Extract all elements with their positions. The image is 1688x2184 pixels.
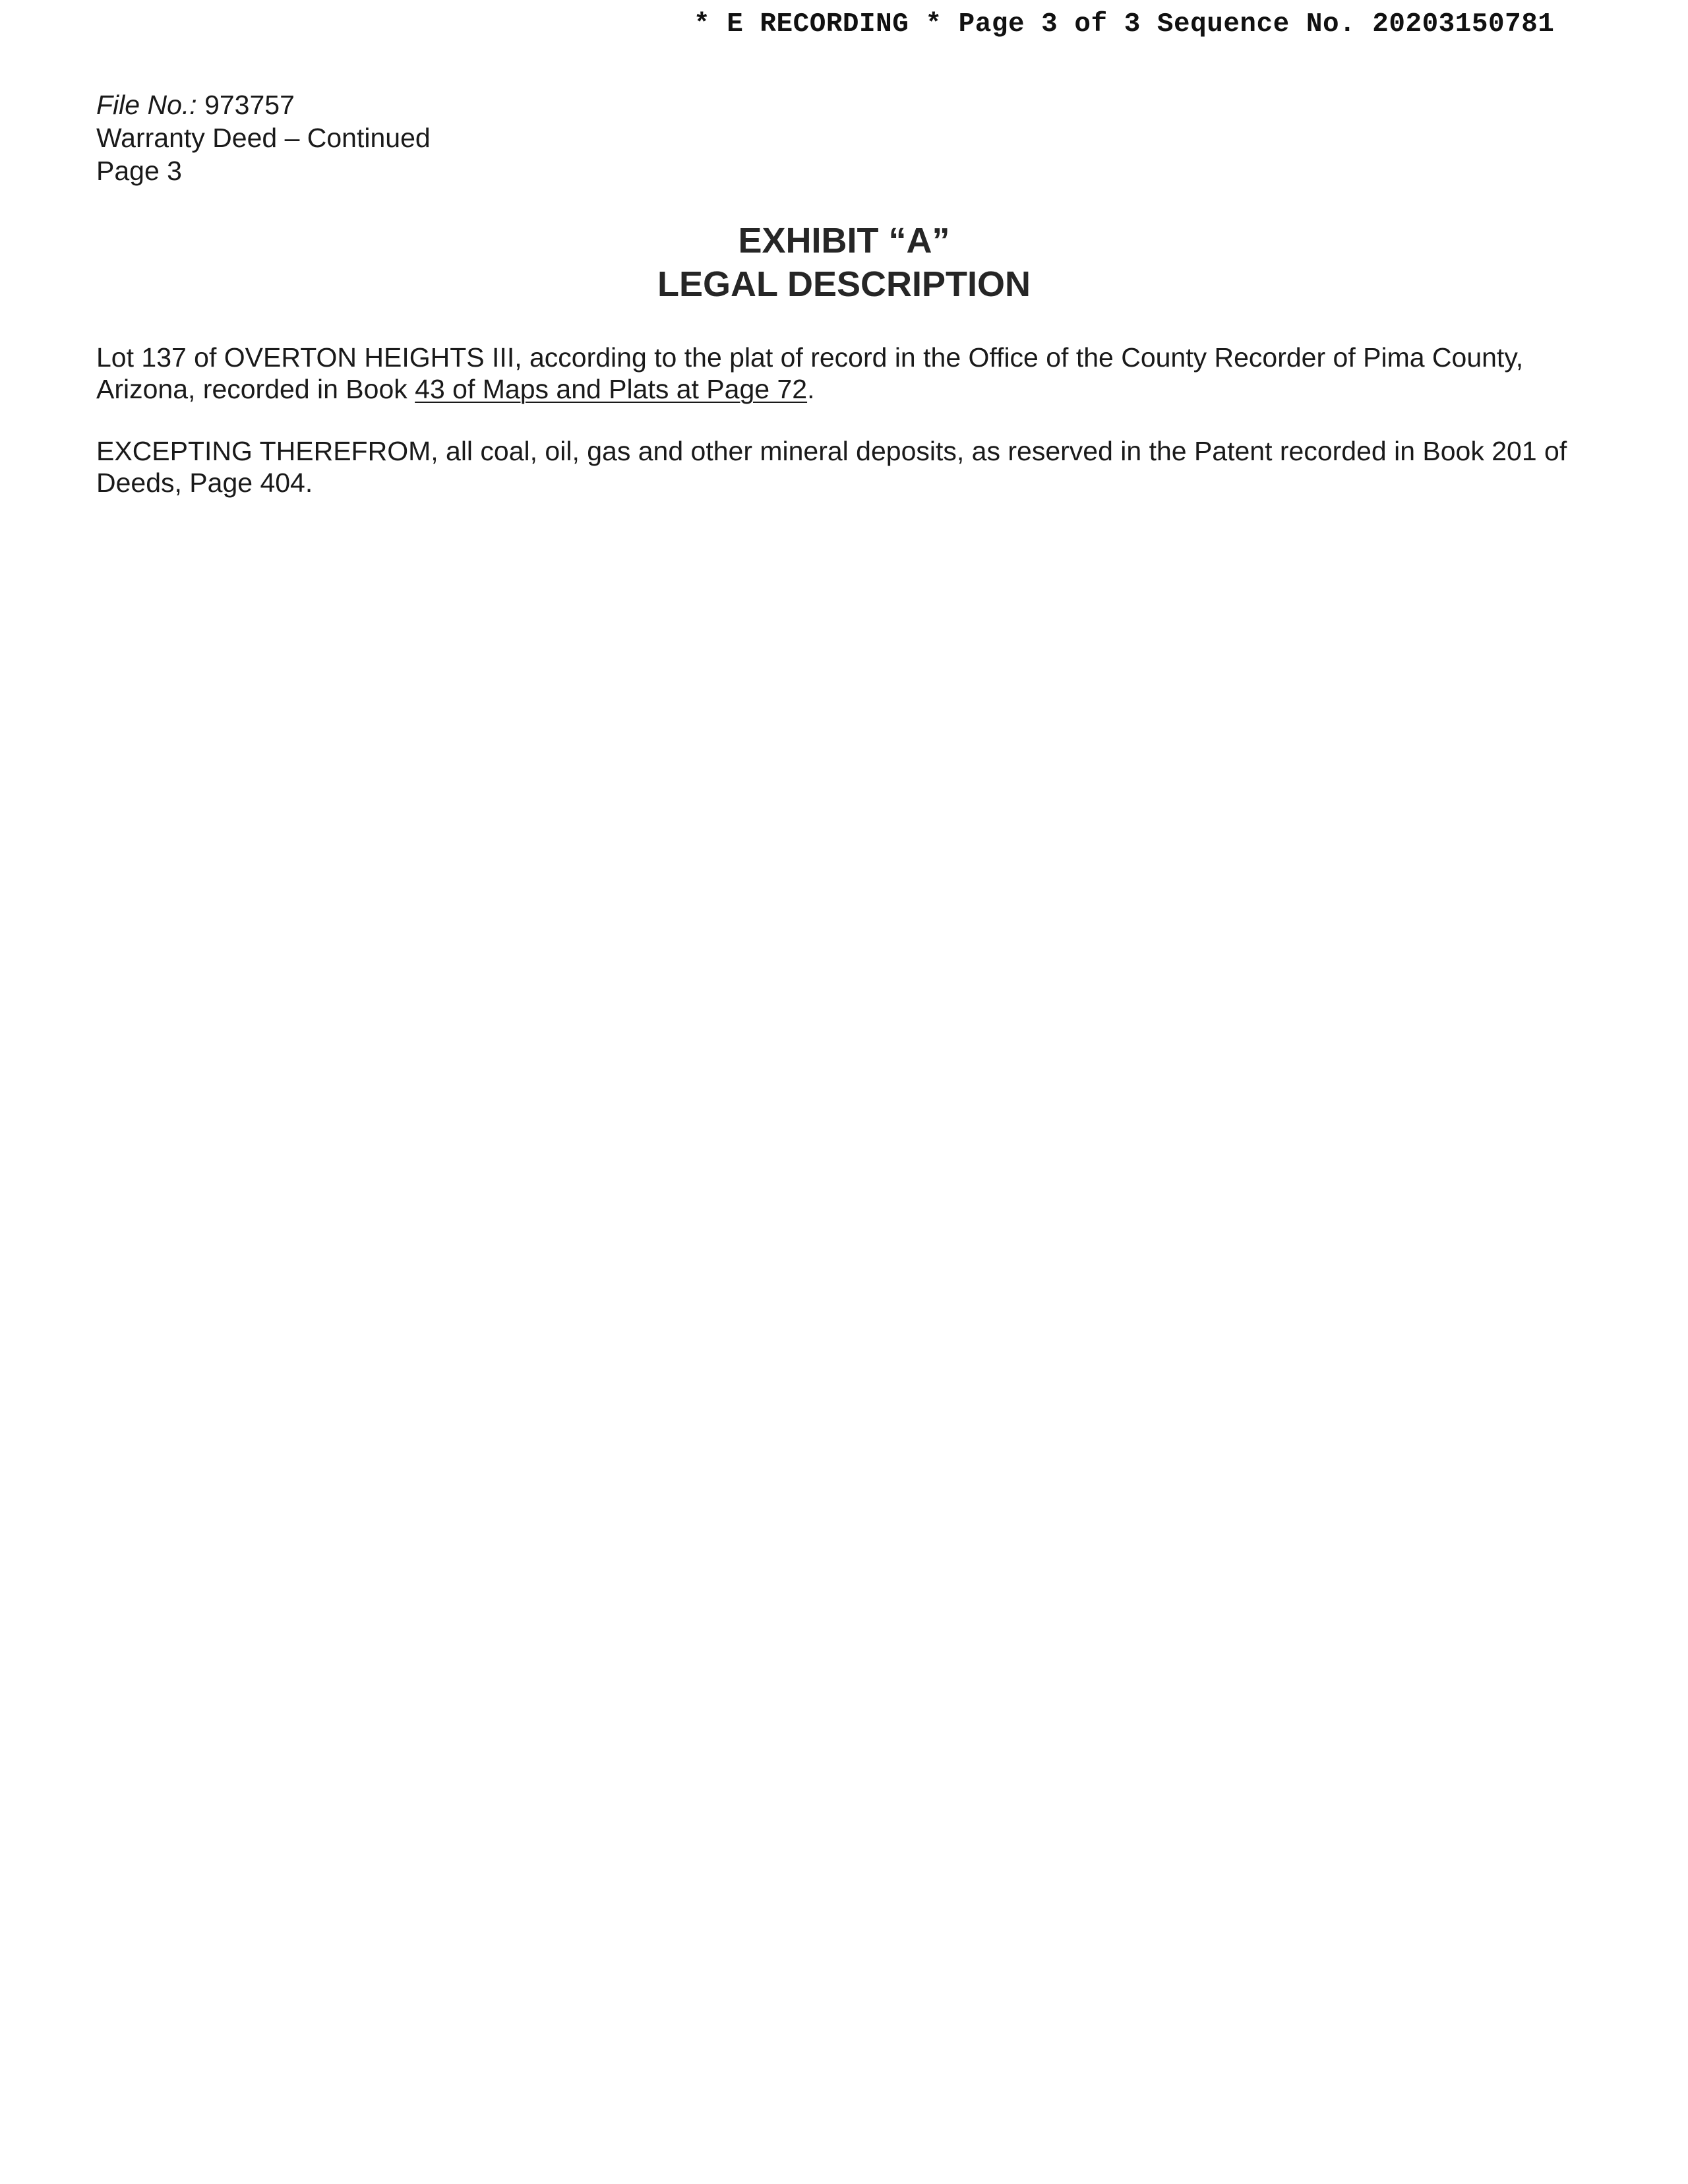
legal-description-end: . — [807, 374, 815, 404]
exhibit-title: EXHIBIT “A” — [738, 221, 950, 260]
file-number-line — [96, 88, 431, 121]
file-number-value: 973757 — [204, 90, 295, 120]
legal-description-text: Lot 137 of OVERTON HEIGHTS III, according to the plat of record in the Office of the County Recorder of Pima County, Arizona, recorded in Book — [96, 342, 1524, 404]
file-number-label: File No.: — [96, 90, 197, 120]
exhibit-subtitle: LEGAL DESCRIPTION — [657, 264, 1031, 304]
legal-description-paragraph — [96, 342, 1586, 405]
exception-paragraph: EXCEPTING THEREFROM, all coal, oil, gas and other mineral deposits, as reserved in the Patent recorded in Book 201 of Deeds, Page 404. — [96, 436, 1567, 498]
document-title: Warranty Deed – Continued — [96, 123, 431, 153]
exhibit-heading — [0, 219, 1688, 306]
plat-reference: 43 of Maps and Plats at Page 72 — [415, 374, 808, 404]
page-number: Page 3 — [96, 156, 182, 186]
recording-stamp: * E RECORDING * Page 3 of 3 Sequence No. 20203150781 — [694, 9, 1555, 40]
document-header — [96, 88, 431, 187]
